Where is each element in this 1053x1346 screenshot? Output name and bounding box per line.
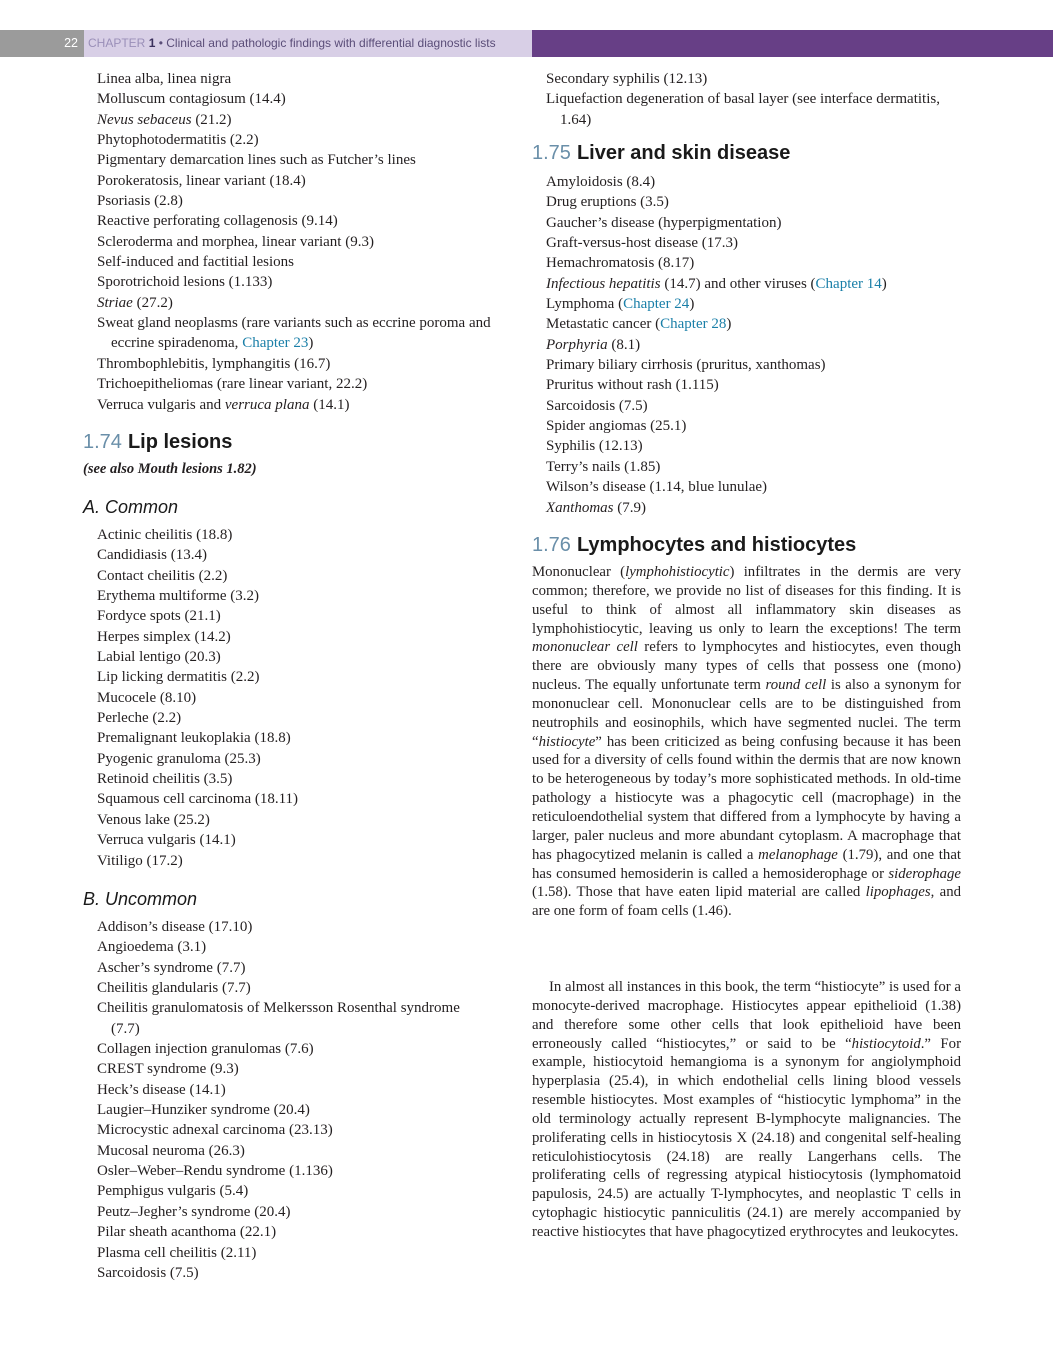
section-number: 1.76 [532, 534, 571, 556]
list-item: Candidiasis (13.4) [97, 547, 207, 564]
paragraph-text: refers to lymphocytes and histiocytes, even though there are obviously many types of cells that possess one (mono) nucleus. The equally unfortunate term [532, 639, 961, 694]
subheading-uncommon: B. Uncommon [83, 889, 198, 909]
list-item [532, 375, 962, 395]
paragraph-text: In almost all instances in this book, the term “histiocyte” is used for a monocyte-derived macrophage. Histiocytes appear epithelioid (1.38) and therefore some other cells that look epithelioid have been erroneously called “histiocytes,” or said to be “ [532, 979, 961, 1052]
list-item: Actinic cheilitis (18.8) [97, 527, 233, 543]
item-text: Molluscum contagiosum (14.4) [97, 91, 286, 108]
item-text: Sporotrichoid lesions (1.133) [97, 274, 273, 291]
page-number: 22 [64, 36, 78, 50]
paragraph-italic-term: histiocyte [538, 733, 596, 750]
list-item [83, 232, 503, 252]
chapter-number: 1 [148, 36, 156, 50]
list-item: Perleche (2.2) [97, 710, 182, 727]
item-text: (21.2) [191, 111, 232, 128]
item-text: Gaucher’s disease (hyperpigmentation) [546, 214, 782, 231]
item-italic: verruca plana [224, 396, 310, 413]
item-text: Drug eruptions (3.5) [546, 194, 669, 211]
list-item [83, 252, 503, 272]
list-item: Pilar sheath acanthoma (22.1) [97, 1224, 277, 1241]
paragraph-text: ) infiltrates in the dermis are very common; therefore, we provide no list of diseases for this finding. It is useful to think of almost all inflammatory skin diseases as lymphohistiocytic, leaving us only to learn the exceptions! The term [532, 564, 961, 637]
section-number: 1.75 [532, 142, 571, 164]
list-item: Peutz–Jegher’s syndrome (20.4) [97, 1203, 291, 1220]
item-text: Pruritus without rash (1.115) [546, 377, 719, 394]
list-item: Osler–Weber–Rendu syndrome (1.136) [97, 1163, 333, 1180]
item-italic: Nevus sebaceus [97, 111, 192, 128]
paragraph-lymphocytes-1 [532, 563, 961, 921]
item-text: ) [726, 316, 732, 333]
list-item: Ascher’s syndrome (7.7) [97, 959, 246, 976]
list-item: Verruca vulgaris (14.1) [97, 832, 236, 849]
item-text: (8.1) [607, 336, 641, 353]
item-text: Primary biliary cirrhosis (pruritus, xanthomas) [546, 357, 826, 374]
item-text: Metastatic cancer ( [546, 316, 661, 333]
paragraph-italic-term: round cell [765, 677, 827, 694]
paragraph-text: (1.79), and one that has consumed hemosiderin is called a hemosiderophage or [532, 846, 961, 882]
continued-list-left [83, 69, 503, 415]
item-text: Sweat gland neoplasms (rare variants such as eccrine poroma and eccrine spiradenoma, [97, 315, 491, 352]
item-text: Reactive perforating collagenosis (9.14) [97, 213, 338, 230]
paragraph-italic-term: lymphohistiocytic [625, 564, 730, 580]
item-text: (7.9) [613, 499, 646, 516]
list-item: CREST syndrome (9.3) [97, 1061, 239, 1078]
list-item: Addison’s disease (17.10) [97, 919, 253, 935]
list-item [532, 253, 962, 273]
paragraph-lymphocytes-2 [532, 978, 961, 1242]
list-item: Collagen injection granulomas (7.6) [97, 1041, 314, 1058]
chapter-link[interactable]: Chapter 23 [242, 335, 309, 352]
running-head [84, 30, 532, 57]
list-item: Sarcoidosis (7.5) [97, 1264, 199, 1281]
list-item: Contact cheilitis (2.2) [97, 567, 228, 584]
chapter-link[interactable]: Chapter 24 [623, 296, 690, 313]
list-item: Plasma cell cheilitis (2.11) [97, 1244, 257, 1261]
list-item [83, 211, 503, 231]
item-italic: Striae [97, 294, 133, 311]
paragraph-text: .” For example, histiocytoid hemangioma is a synonym for angiolymphoid hyperplasia (25.4), in which endothelial cells lining blood vessels resemble histiocytes. Most examples of “histiocytic lymphoma” in the old terminology actually represent B-lymphocyte malignancies. The proliferating cells in histiocytosis X (24.18) and congenital self-healing reticulohistiocytosis (24.18) are really Langerhans cells. The proliferating cells of regressing atypical histiocytosis (lymphomatoid papulosis, 24.5) are actually T-lymphocytes, and neoplastic T cells in cytophagic histiocytic panniculitis (24.1) are merely accompanied by reactive histiocytes that have phagocytized erythrocytes and leukocytes. [532, 1035, 961, 1240]
item-text: Porokeratosis, linear variant (18.4) [97, 172, 306, 189]
item-text: Terry’s nails (1.85) [546, 458, 661, 475]
chapter-word: CHAPTER [88, 36, 146, 50]
list-item [83, 150, 503, 170]
item-text: Sarcoidosis (7.5) [546, 397, 648, 414]
paragraph-text: Mononuclear ( [532, 564, 626, 580]
list-item: Cheilitis glandularis (7.7) [97, 980, 251, 997]
list-item: Lip licking dermatitis (2.2) [97, 669, 260, 686]
item-text: Pigmentary demarcation lines such as Futcher’s lines [97, 152, 416, 169]
section-title: Lip lesions [127, 431, 233, 453]
header-bullet: • [158, 36, 163, 50]
paragraph-text: , and are one form of foam cells (1.46). [532, 884, 961, 920]
item-text: Syphilis (12.13) [546, 438, 643, 455]
uncommon-list [83, 917, 483, 1283]
list-item [532, 498, 962, 518]
list-item [532, 294, 962, 314]
item-text: Thrombophlebitis, lymphangitis (16.7) [97, 355, 331, 372]
list-item [83, 272, 503, 292]
item-text: Graft-versus-host disease (17.3) [546, 235, 739, 252]
list-item [83, 374, 503, 394]
list-item [83, 313, 503, 354]
list-item: Secondary syphilis (12.13) [546, 71, 708, 87]
list-item: Premalignant leukoplakia (18.8) [97, 730, 291, 747]
paragraph-text: (1.58). Those that have eaten lipid material are called [532, 884, 866, 901]
list-item [83, 191, 503, 211]
item-text: Psoriasis (2.8) [97, 193, 183, 210]
list-item [532, 274, 962, 294]
item-text: ) [689, 296, 695, 313]
subheading-common: A. Common [83, 497, 179, 517]
list-item [532, 416, 962, 436]
list-item [532, 436, 962, 456]
item-text: Hemachromatosis (8.17) [546, 255, 695, 272]
item-text: Wilson’s disease (1.14, blue lunulae) [546, 479, 768, 496]
item-text: Spider angiomas (25.1) [546, 418, 687, 435]
list-item [532, 355, 962, 375]
section-heading-1-75 [532, 142, 790, 165]
continued-list-right [532, 69, 952, 130]
paragraph-italic-term: siderophage [888, 865, 961, 882]
list-item: Pemphigus vulgaris (5.4) [97, 1183, 249, 1200]
list-item: Pyogenic granuloma (25.3) [97, 750, 261, 767]
list-item: Labial lentigo (20.3) [97, 649, 221, 666]
chapter-title: Clinical and pathologic findings with differential diagnostic lists [166, 36, 496, 50]
list-item [532, 172, 962, 192]
item-text: ) [881, 275, 887, 292]
item-text: Lymphoma ( [546, 296, 624, 313]
page-header [0, 30, 1053, 57]
item-text: ) [308, 335, 314, 352]
list-item: Laugier–Hunziker syndrome (20.4) [97, 1102, 310, 1119]
list-item: Squamous cell carcinoma (18.11) [97, 791, 299, 808]
see-also-note: (see also Mouth lesions 1.82) [83, 461, 257, 477]
list-item [83, 110, 503, 130]
item-italic: Xanthomas [546, 499, 614, 516]
item-text: Phytophotodermatitis (2.2) [97, 132, 259, 149]
liver-skin-list [532, 172, 962, 518]
list-item [532, 335, 962, 355]
section-title: Liver and skin disease [576, 142, 791, 164]
list-item [83, 293, 503, 313]
chapter-link[interactable]: Chapter 28 [660, 316, 727, 333]
item-text: (27.2) [132, 294, 173, 311]
list-item [83, 130, 503, 150]
item-text: Trichoepitheliomas (rare linear variant, 22.2) [97, 376, 368, 393]
list-item [532, 314, 962, 334]
list-item [532, 457, 962, 477]
paragraph-italic-term: lipophages [865, 884, 931, 901]
list-item: Fordyce spots (21.1) [97, 608, 221, 625]
paragraph-text: ” has been criticized as being confusing because it has been used for a diversity of cells found within the dermis that are now known to be heterogeneous by today’s more sophisticated methods. In old-time pathology a histiocyte was a phagocytic cell (macrophage) in the reticuloendothelial system that differed from a lymphocyte by having a larger, paler nucleus and more abundant cytoplasm. A macrophage that has phagocytized melanin is called a [532, 733, 961, 863]
list-item: Liquefaction degeneration of basal layer (see interface dermatitis, 1.64) [546, 91, 940, 128]
list-item [532, 213, 962, 233]
section-heading-1-76 [532, 534, 856, 557]
list-item [83, 89, 503, 109]
section-heading-1-74 [83, 431, 232, 454]
list-item [532, 477, 962, 497]
list-item: Cheilitis granulomatosis of Melkersson Rosenthal syndrome (7.7) [97, 1000, 460, 1037]
list-item: Mucosal neuroma (26.3) [97, 1142, 245, 1159]
chapter-link[interactable]: Chapter 14 [815, 275, 882, 292]
paragraph-italic-term: melanophage [758, 846, 838, 863]
list-item: Microcystic adnexal carcinoma (23.13) [97, 1122, 333, 1139]
paragraph-text: is also a synonym for mononuclear cell. Mononuclear cells are to be distinguished from neutrophils and eosinophils, which have segmented nuclei. The term “ [532, 677, 961, 750]
list-item [83, 395, 503, 415]
list-item: Erythema multiforme (3.2) [97, 588, 260, 605]
list-item [83, 69, 503, 89]
list-item: Mucocele (8.10) [97, 689, 197, 706]
list-item [532, 396, 962, 416]
list-item [532, 233, 962, 253]
item-italic: Infectious hepatitis [546, 275, 661, 292]
item-text: (14.7) and other viruses ( [660, 275, 816, 292]
list-item: Heck’s disease (14.1) [97, 1081, 226, 1098]
item-text: Scleroderma and morphea, linear variant (9.3) [97, 233, 374, 250]
item-text: Self-induced and factitial lesions [97, 254, 295, 271]
item-text: (14.1) [309, 396, 350, 413]
list-item: Vitiligo (17.2) [97, 852, 183, 869]
section-title: Lymphocytes and histiocytes [576, 534, 857, 556]
paragraph-italic-term: histiocytoid [851, 1035, 921, 1052]
item-text: Amyloidosis (8.4) [546, 174, 656, 190]
list-item [532, 192, 962, 212]
section-number: 1.74 [83, 431, 122, 453]
paragraph-italic-term: mononuclear cell [532, 639, 638, 656]
item-text: Verruca vulgaris and [97, 396, 225, 413]
common-list [83, 525, 503, 871]
list-item: Venous lake (25.2) [97, 811, 210, 828]
list-item: Herpes simplex (14.2) [97, 628, 231, 645]
list-item [83, 171, 503, 191]
list-item: Retinoid cheilitis (3.5) [97, 771, 233, 788]
item-text: Linea alba, linea nigra [97, 71, 232, 87]
item-italic: Porphyria [546, 336, 608, 353]
page-number-box [0, 30, 84, 57]
list-item [83, 354, 503, 374]
header-accent-bar [532, 30, 1053, 57]
list-item: Angioedema (3.1) [97, 939, 207, 956]
